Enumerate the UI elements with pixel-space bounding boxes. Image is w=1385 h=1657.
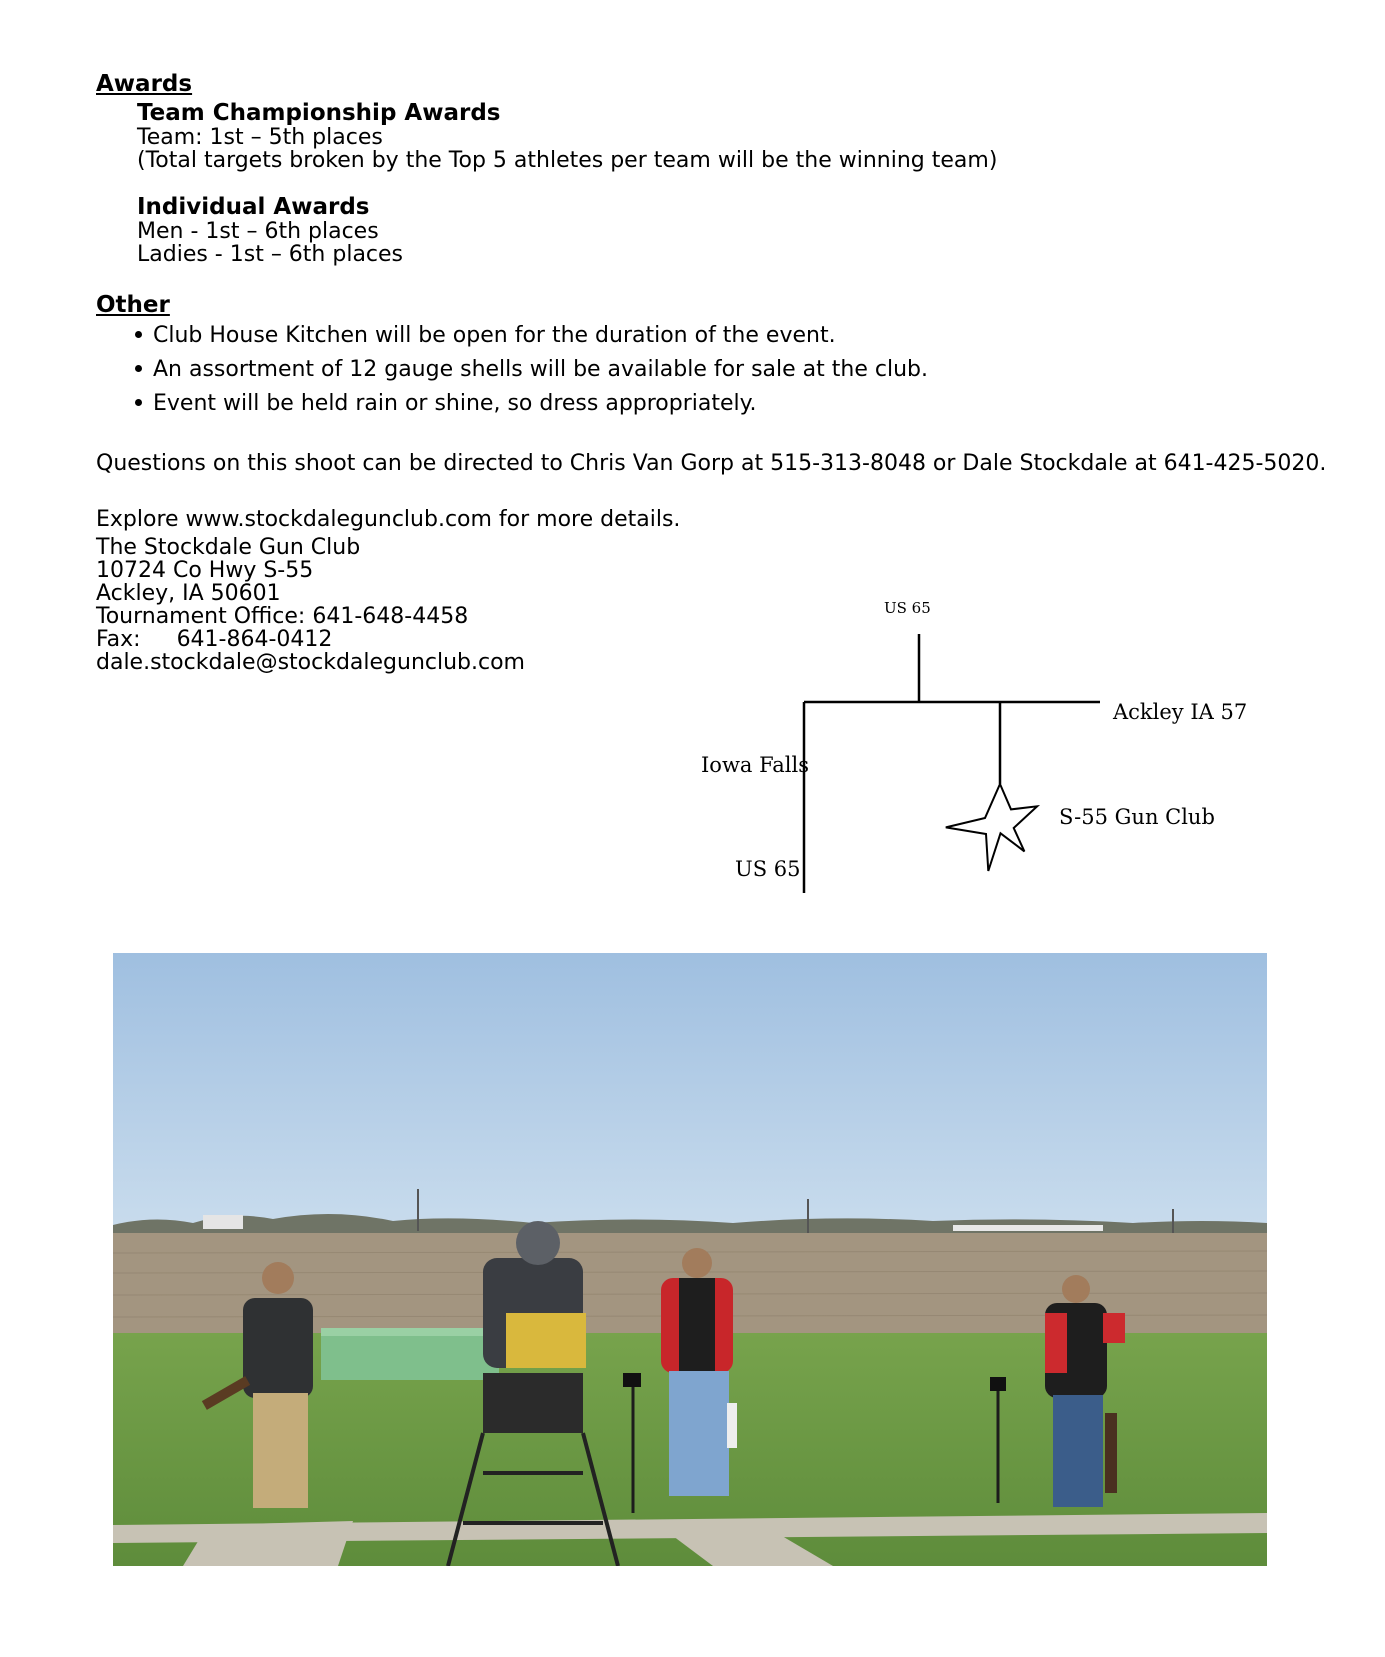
shooter-center	[661, 1248, 737, 1496]
awards-heading: Awards	[96, 71, 193, 97]
distant-building	[953, 1225, 1103, 1231]
ladies-awards-line: Ladies - 1st – 6th places	[137, 242, 404, 267]
other-heading: Other	[96, 292, 170, 318]
club-email: dale.stockdale@stockdalegunclub.com	[96, 650, 525, 675]
club-name: The Stockdale Gun Club	[96, 535, 361, 560]
map-label-ackley: Ackley IA 57	[1113, 700, 1248, 724]
list-item: Club House Kitchen will be open for the duration of the event.	[135, 321, 928, 355]
map-label-gun-club: S-55 Gun Club	[1059, 805, 1215, 829]
map-label-iowa-falls: Iowa Falls	[701, 753, 809, 777]
club-street: 10724 Co Hwy S-55	[96, 558, 314, 583]
fax-label: Fax:	[96, 627, 141, 652]
fax-number: 641-864-0412	[176, 627, 333, 652]
map-label-us65-top: US 65	[884, 599, 931, 617]
team-awards-title: Team Championship Awards	[137, 100, 501, 126]
questions-text: Questions on this shoot can be directed to Chris Van Gorp at 515-313-8048 or Dale Stockdale at 641-425-5020.	[96, 451, 1327, 476]
club-city: Ackley, IA 50601	[96, 581, 281, 606]
men-awards-line: Men - 1st – 6th places	[137, 219, 379, 244]
team-awards-note: (Total targets broken by the Top 5 athletes per team will be the winning team)	[137, 148, 998, 173]
tournament-office: Tournament Office: 641-648-4458	[96, 604, 469, 629]
list-item: An assortment of 12 gauge shells will be available for sale at the club.	[135, 355, 928, 389]
individual-awards-title: Individual Awards	[137, 194, 370, 220]
list-item: Event will be held rain or shine, so dress appropriately.	[135, 389, 928, 423]
map-label-us65-bottom: US 65	[735, 857, 801, 881]
team-awards-line: Team: 1st – 5th places	[137, 125, 383, 150]
farm-building	[203, 1215, 243, 1229]
explore-link-text: Explore www.stockdalegunclub.com for more details.	[96, 507, 681, 532]
sky	[113, 953, 1267, 1233]
trap-shooting-photo	[113, 953, 1267, 1566]
star-icon	[946, 784, 1037, 871]
